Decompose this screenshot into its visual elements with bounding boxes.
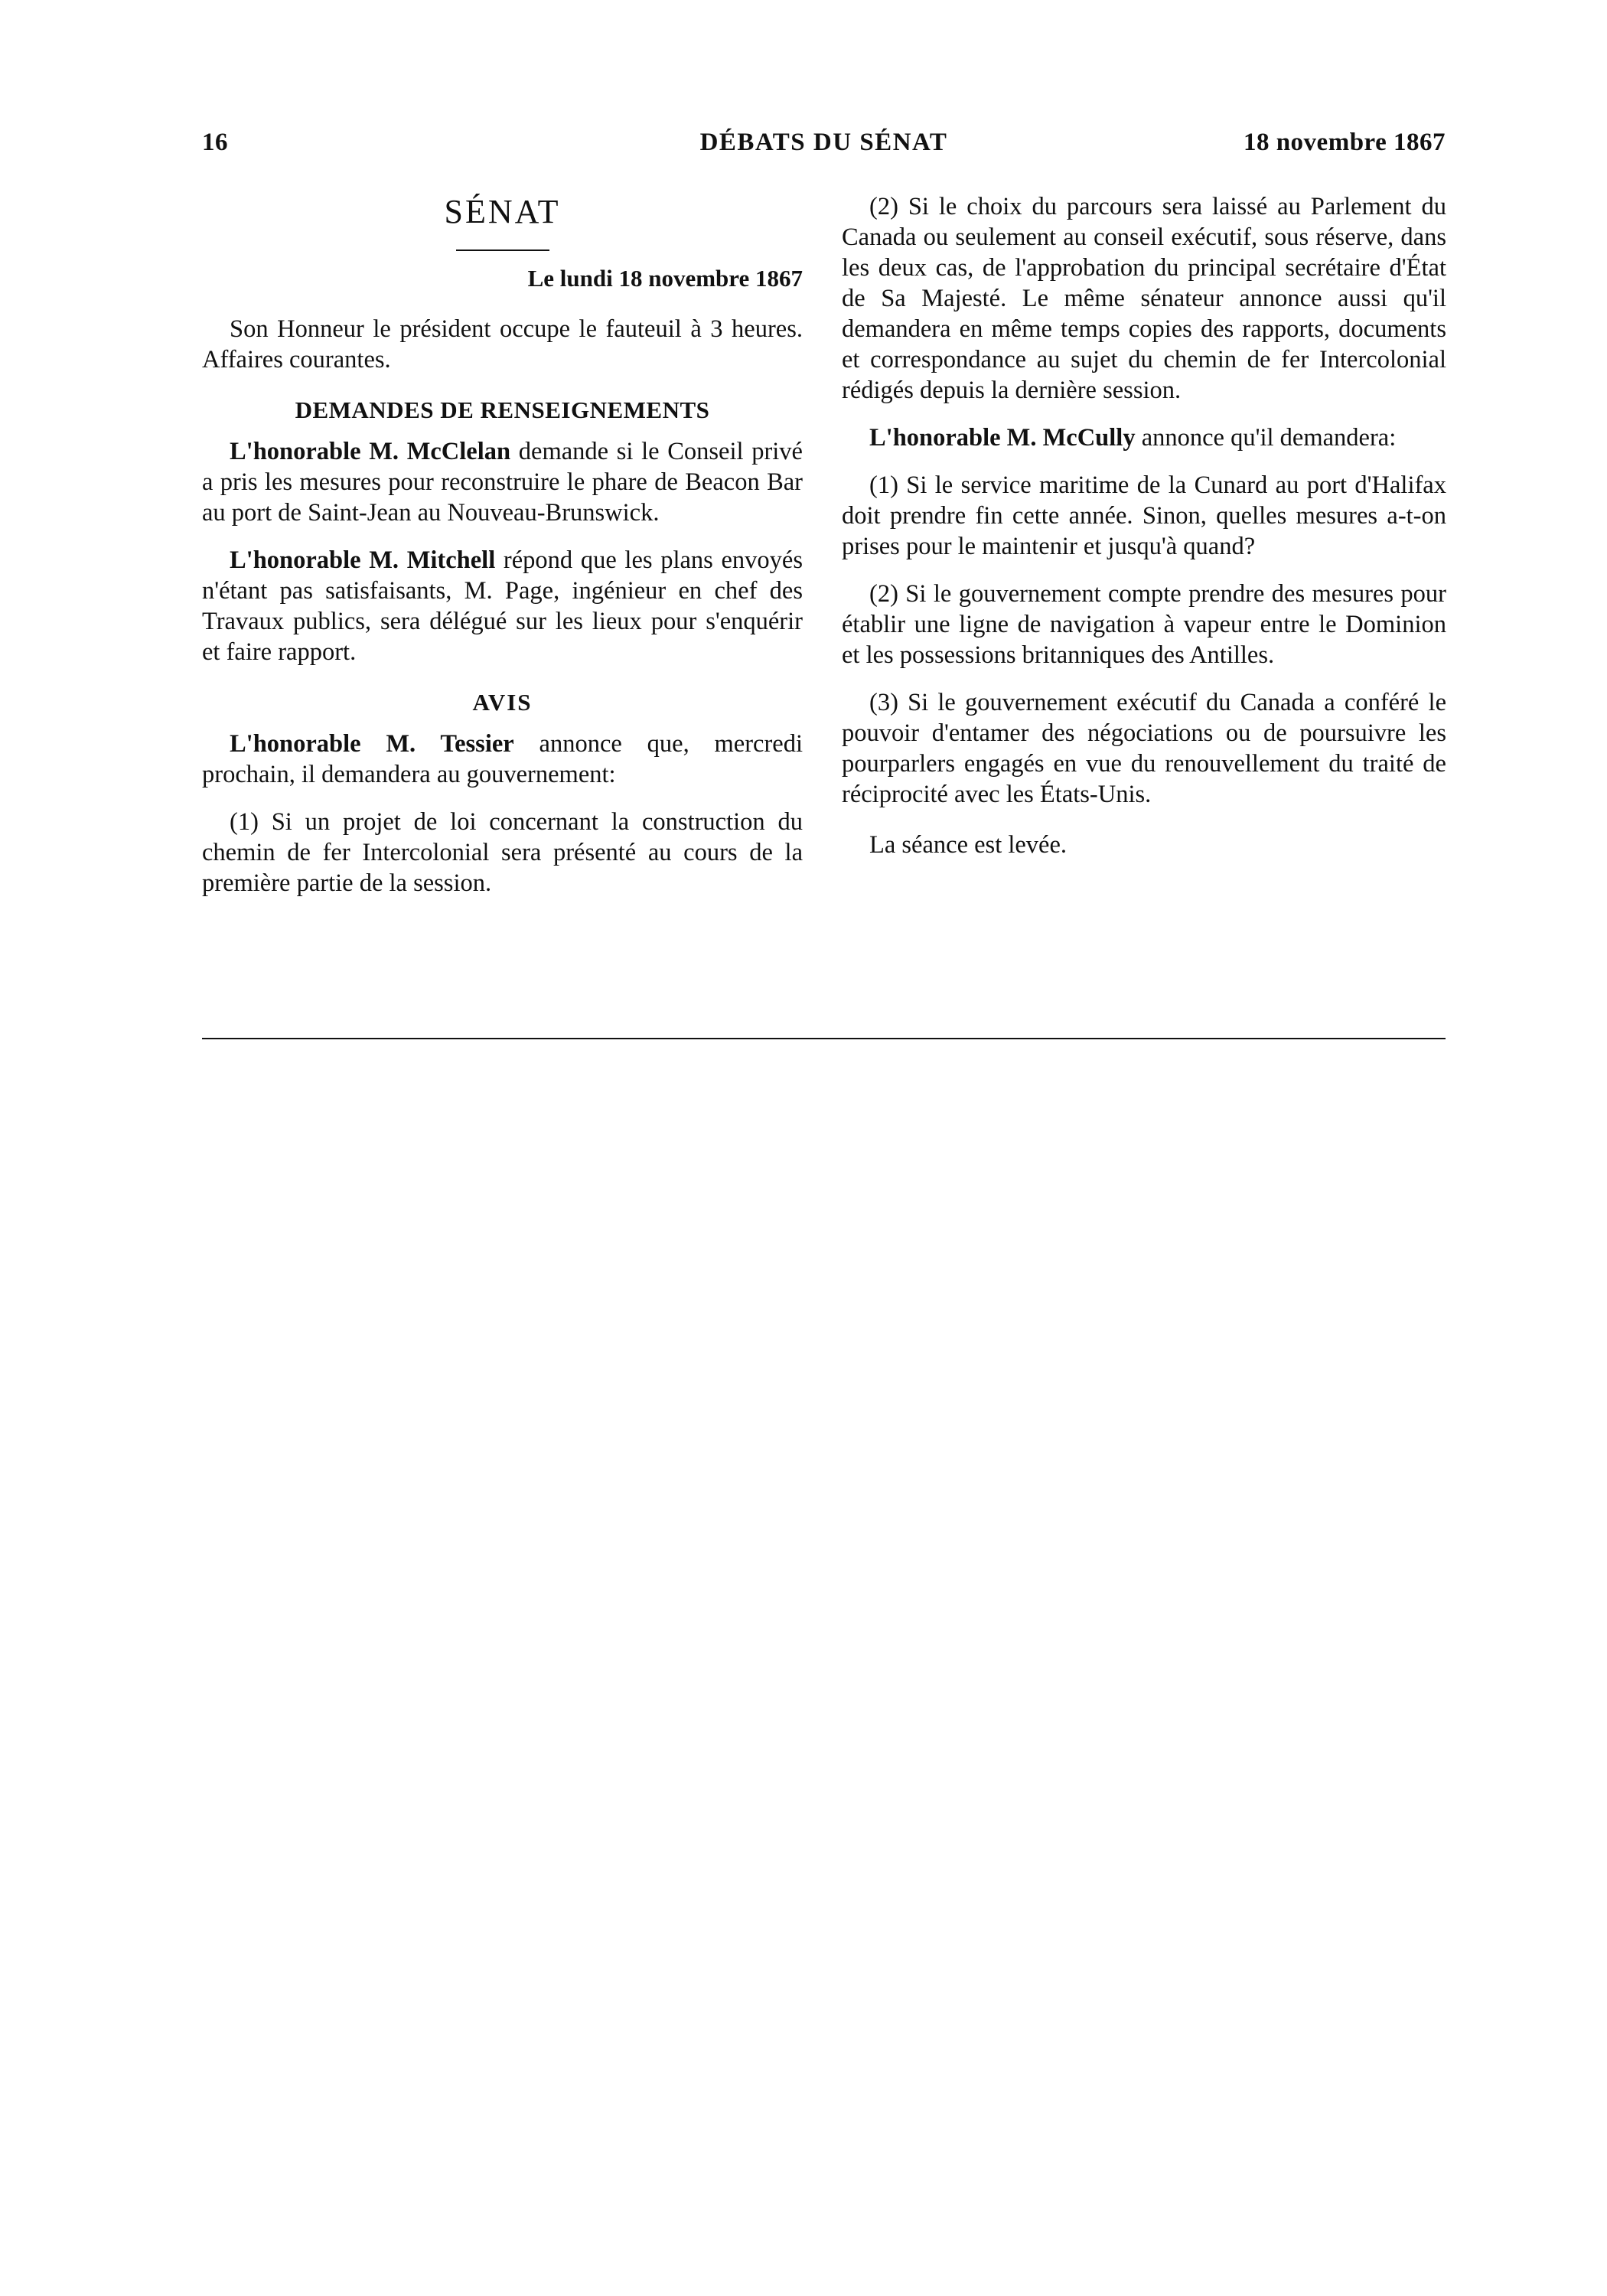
header-date: 18 novembre 1867 <box>1243 129 1446 156</box>
mitchell-paragraph <box>202 545 803 667</box>
speaker-mcclelan: L'honorable M. McClelan <box>230 438 511 465</box>
tessier-item-1: (1) Si un projet de loi concernant la construction du chemin de fer Intercolonial sera présenté au cours de la première partie de la session. <box>202 808 803 897</box>
heading-demandes: DEMANDES DE RENSEIGNEMENTS <box>295 396 710 423</box>
running-title: DÉBATS DU SÉNAT <box>699 129 948 156</box>
mcclelan-text: demande si le Conseil privé a pris les mesures pour reconstruire le phare de Beacon Bar au port de Saint-Jean au Nouveau-Brunswick. <box>202 438 803 527</box>
speaker-mitchell: L'honorable M. Mitchell <box>230 546 496 574</box>
mcclelan-paragraph <box>202 436 803 528</box>
left-column <box>202 191 803 899</box>
opening-text: Son Honneur le président occupe le fauteuil à 3 heures. Affaires courantes. <box>202 315 803 373</box>
tessier-item-2: (2) Si le choix du parcours sera laissé au Parlement du Canada ou seulement au conseil exécutif, sous réserve, dans les deux cas, de l'approbation du principal secrétaire d'État de Sa Majesté. Le même sénateur annonce aussi qu'il demandera en même temps copies des rapports, documents et correspondance au sujet du chemin de fer Intercolonial rédigés depuis la dernière session. <box>842 193 1446 404</box>
mccully-item-3: (3) Si le gouvernement exécutif du Canada a conféré le pouvoir d'entamer des négociations ou de poursuivre les pourparlers engagés en vue du renouvellement du traité de réciprocité avec les États-Unis. <box>842 689 1446 808</box>
title-divider <box>456 249 549 251</box>
sitting-date: Le lundi 18 novembre 1867 <box>527 265 803 292</box>
senate-title: SÉNAT <box>444 193 561 230</box>
opening-paragraph <box>202 314 803 375</box>
bottom-divider <box>202 1038 1446 1039</box>
speaker-mccully: L'honorable M. McCully <box>869 424 1136 452</box>
mccully-paragraph <box>842 422 1446 453</box>
tessier-text: annonce que, mercredi prochain, il demandera au gouvernement: <box>202 730 803 788</box>
closing-line: La séance est levée. <box>869 831 1068 859</box>
tessier-paragraph <box>202 729 803 790</box>
heading-avis: AVIS <box>472 689 533 716</box>
page-header <box>202 129 1446 167</box>
mccully-item-1: (1) Si le service maritime de la Cunard au port d'Halifax doit prendre fin cette année. Sinon, quelles mesures a-t-on prises pour le maintenir et jusqu'à quand? <box>842 471 1446 560</box>
right-column <box>842 191 1446 860</box>
mccully-item-2: (2) Si le gouvernement compte prendre des mesures pour établir une ligne de navigation à vapeur entre le Dominion et les possessions britanniques des Antilles. <box>842 580 1446 669</box>
page-number: 16 <box>202 129 228 156</box>
speaker-tessier: L'honorable M. Tessier <box>230 730 514 758</box>
mccully-text: annonce qu'il demandera: <box>1135 424 1397 452</box>
mitchell-text: répond que les plans envoyés n'étant pas satisfaisants, M. Page, ingénieur en chef des Travaux publics, sera délégué sur les lieux pour s'enquérir et faire rapport. <box>202 546 803 666</box>
